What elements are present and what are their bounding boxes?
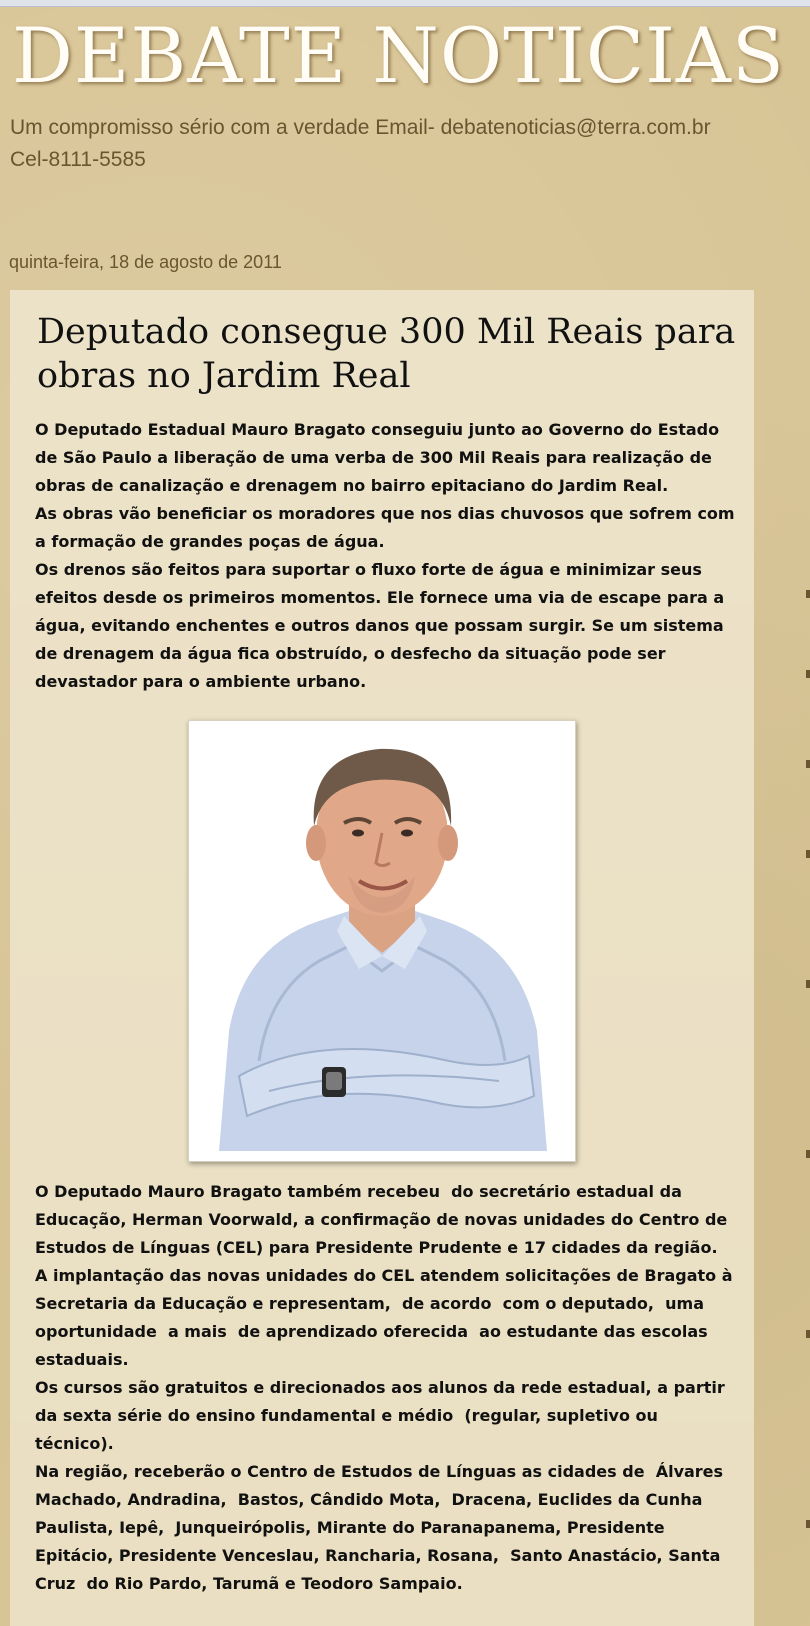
blog-title[interactable]: DEBATE NOTICIAS <box>12 11 785 100</box>
post-container <box>10 290 754 1626</box>
post-body <box>35 1178 740 1598</box>
blog-description-line2: Cel-8111-5585 <box>10 148 146 171</box>
post-paragraph: A implantação das novas unidades do CEL atendem solicitações de Bragato à Secretaria da Educação e representam, de acordo com o deputado, uma oportunidade a mais de aprendizado oferecida ao estudante das escolas estaduais. <box>35 1266 739 1369</box>
sidebar-edge <box>806 290 810 1626</box>
browser-top-edge <box>0 0 810 7</box>
post-paragraph: O Deputado Mauro Bragato também recebeu do secretário estadual da Educação, Herman Voorwald, a confirmação de novas unidades do Centro de Estudos de Línguas (CEL) para Presidente Prudente e 17 cidades da região. <box>35 1182 733 1257</box>
post-intro <box>35 416 740 696</box>
post-paragraph: As obras vão beneficiar os moradores que nos dias chuvosos que sofrem com a formação de grandes poças de água. <box>35 504 741 551</box>
post-date-header: quinta-feira, 18 de agosto de 2011 <box>9 252 282 272</box>
post-photo[interactable] <box>188 720 576 1162</box>
post-paragraph: O Deputado Estadual Mauro Bragato conseguiu junto ao Governo do Estado de São Paulo a liberação de uma verba de 300 Mil Reais para realização de obras de canalização e drenagem no bairro epitaciano do Jardim Real. <box>35 420 725 495</box>
post-paragraph: Os drenos são feitos para suportar o fluxo forte de água e minimizar seus efeitos desde os primeiros momentos. Ele fornece uma via de escape para a água, evitando enchentes e outros danos que possam surgir. Se um sistema de drenagem da água fica obstruído, o desfecho da situação pode ser devastador para o ambiente urbano. <box>35 560 730 691</box>
blog-description <box>10 112 810 176</box>
post-paragraph: Na região, receberão o Centro de Estudos de Línguas as cidades de Álvares Machado, Andradina, Bastos, Cândido Mota, Dracena, Euclides da Cunha Paulista, Iepê, Junqueirópolis, Mirante do Paranapanema, Presidente Epitácio, Presidente Venceslau, Rancharia, Rosana, Santo Anastácio, Santa Cruz do Rio Pardo, Tarumã e Teodoro Sampaio. <box>35 1462 732 1593</box>
blog-description-line1: Um compromisso sério com a verdade Email- debatenoticias@terra.com.br <box>10 116 711 139</box>
post-paragraph: Os cursos são gratuitos e direcionados aos alunos da rede estadual, a partir da sexta série do ensino fundamental e médio (regular, supletivo ou técnico). <box>35 1378 731 1453</box>
post-title[interactable]: Deputado consegue 300 Mil Reais para obras no Jardim Real <box>37 312 736 396</box>
portrait-image <box>199 731 565 1151</box>
